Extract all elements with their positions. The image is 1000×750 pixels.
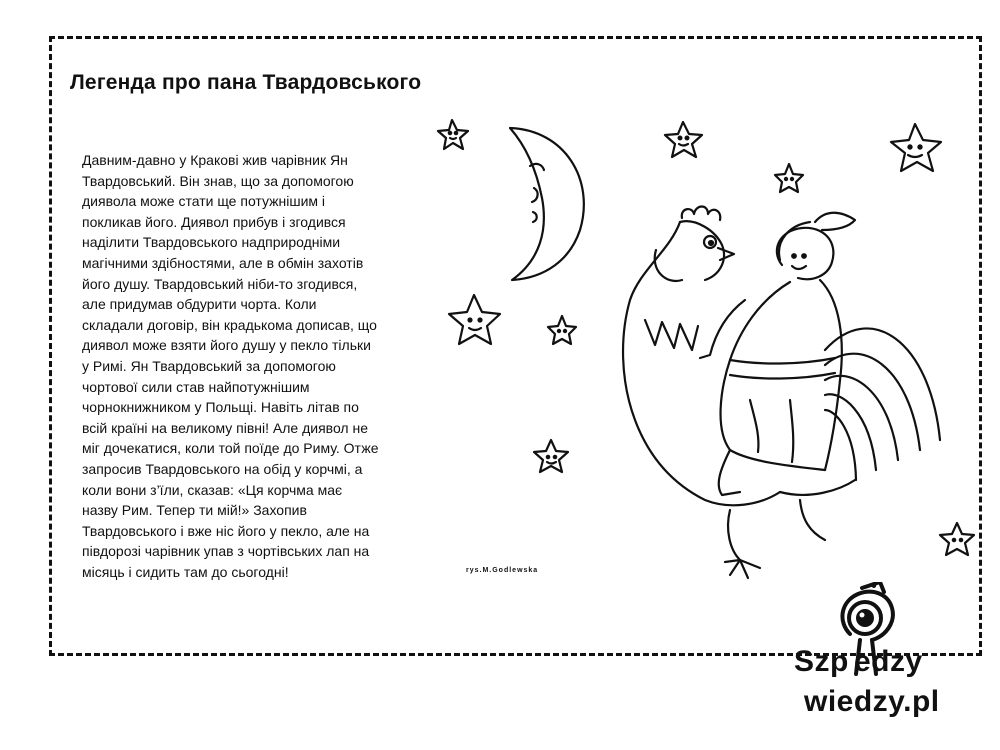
- story-line: всій країні на великому півні! Але диявол не: [82, 419, 368, 436]
- story-line: півдорозі чарівник упав з чортівських лап на: [82, 543, 370, 560]
- logo-text-top: Szp edzy: [794, 645, 923, 678]
- story-line: складали договір, він крадькома дописав, що: [82, 316, 377, 333]
- story-line: магічними здібностями, але в обмін захотів: [82, 254, 364, 271]
- story-line: диявола може стати ще потужнішим і: [82, 193, 326, 210]
- story-line: міг дочекатися, коли той поїде до Риму. Отже: [82, 440, 379, 457]
- illustration-credit: rys.M.Godlewska: [466, 567, 539, 574]
- story-line: у Римі. Ян Твардовський за допомогою: [82, 357, 336, 374]
- story-line: його душу. Твардовський ніби-то згодився,: [82, 275, 358, 292]
- star-icon: [449, 295, 500, 344]
- story-line: запросив Твардовського на обід у корчмі, а: [82, 460, 363, 477]
- star-icon: [940, 523, 974, 555]
- story-line: чортової сили став найпотужнішим: [82, 378, 310, 395]
- star-icon: [438, 120, 468, 149]
- story-line: наділити Твардовського надприродніми: [82, 234, 341, 251]
- story-line: Твардовський. Він знав, що за допомогою: [82, 172, 354, 189]
- story-line: місяць і сидить там до сьогодні!: [82, 563, 289, 580]
- legend-illustration: [430, 100, 980, 600]
- rooster-icon: [623, 207, 940, 579]
- star-icon: [534, 440, 568, 472]
- story-text: [82, 150, 402, 582]
- logo-text-bottom: wiedzy.pl: [804, 685, 940, 718]
- story-line: Твардовського і вже ніс його у пекло, але на: [82, 522, 370, 539]
- star-icon: [665, 122, 702, 157]
- star-icon: [891, 124, 941, 171]
- story-line: але придумав обдурити чорта. Коли: [82, 296, 317, 313]
- moon-icon: [510, 128, 584, 280]
- story-line: Давним-давно у Кракові жив чарівник Ян: [82, 152, 348, 168]
- story-line: диявол може взяти його душу у пекло тільки: [82, 337, 371, 354]
- star-icon: [775, 164, 803, 192]
- story-line: назву Рим. Тепер ти мій!» Захопив: [82, 502, 307, 519]
- story-line: коли вони з’їли, сказав: «Ця корчма має: [82, 481, 343, 498]
- story-line: чорнокнижником у Польщі. Навіть літав по: [82, 399, 359, 416]
- story-line: покликав його. Диявол прибув і згодився: [82, 213, 346, 230]
- star-icon: [548, 316, 576, 344]
- szpiedzy-wiedzy-logo[interactable]: [788, 582, 958, 732]
- page-title: Легенда про пана Твардовського: [70, 71, 422, 94]
